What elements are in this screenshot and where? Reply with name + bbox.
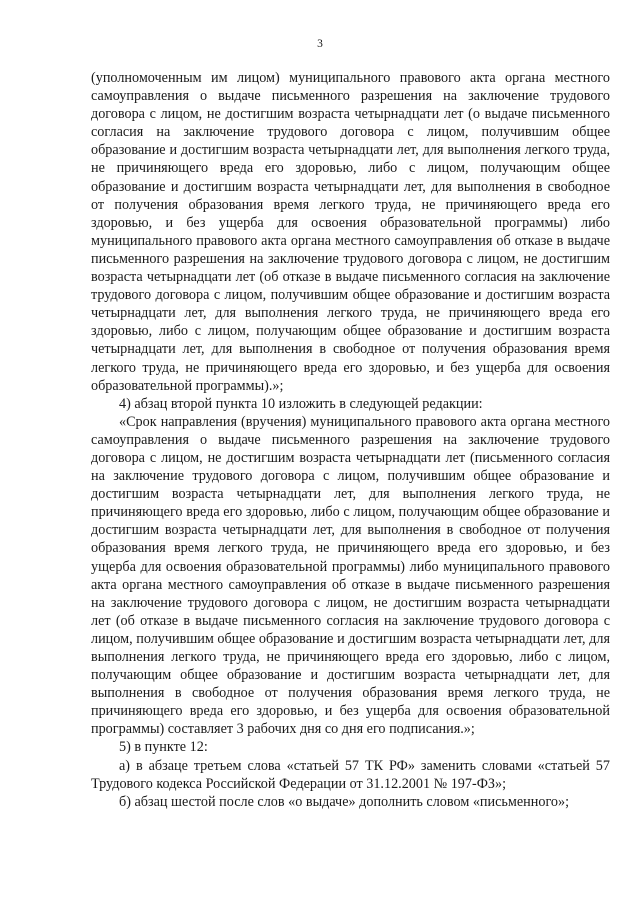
paragraph-item-5: 5) в пункте 12: <box>119 739 208 756</box>
page-number: 3 <box>317 38 323 50</box>
paragraph-item-5a: а) в абзаце третьем слова «статьей 57 ТК РФ» заменить словами «статьей 57 Трудового кодекса Российской Федерации от 31.12.2001 № 197-ФЗ»; <box>91 757 610 792</box>
paragraph-item-5b: б) абзац шестой после слов «о выдаче» дополнить словом «письменного»; <box>119 793 570 810</box>
paragraph-item-4-text: «Срок направления (вручения) муниципального правового акта органа местного самоуправления о выдаче письменного разрешения на заключение трудового договора с лицом, не достигшим возраста четырнадцати лет (письменного согласия на заключение трудового договора с лицом, получившим общее образование и достигшим возраста четырнадцати лет, для выполнения легкого труда, не причиняющего вреда его здоровью, либо с лицом, получающим общее образование и достигшим возраста четырнадцати лет, для выполнения в свободное от получения образования время легкого труда, не причиняющего вреда его здоровью, и без ущерба для освоения образовательной программы) либо муниципального правового акта органа местного самоуправления об отказе в выдаче письменного разрешения на заключение трудового договора с лицом, не достигшим возраста четырнадцати лет (об отказе в выдаче письменного согласия на заключение трудового договора с лицом, получившим общее образование и достигшим возраста четырнадцати лет, для выполнения легкого труда, не причиняющего вреда его здоровью, либо с лицом, получающим общее образование и достигшим возраста четырнадцати лет, для выполнения в свободное от получения образования время легкого труда, не причиняющего вреда его здоровью, и без ущерба для освоения образовательной программы) составляет 3 рабочих дня со дня его подписания.»; <box>91 413 610 738</box>
document-body <box>91 69 610 811</box>
paragraph-continuation: (уполномоченным им лицом) муниципального правового акта органа местного самоуправления о выдаче письменного разрешения на заключение трудового договора с лицом, не достигшим возраста четырнадцати лет (о выдаче письменного согласия на заключение трудового договора с лицом, получившим общее образование и достигшим возраста четырнадцати лет, для выполнения легкого труда, не причиняющего вреда его здоровью, либо с лицом, получающим общее образование и достигшим возраста четырнадцати лет, для выполнения в свободное от получения образования время легкого труда, не причиняющего вреда его здоровью, и без ущерба для освоения образовательной программы) либо муниципального правового акта органа местного самоуправления об отказе в выдаче письменного разрешения на заключение трудового договора с лицом, не достигшим возраста четырнадцати лет (об отказе в выдаче письменного согласия на заключение трудового договора с лицом, получившим общее образование и достигшим возраста четырнадцати лет, для выполнения легкого труда, не причиняющего вреда его здоровью, либо с лицом, получающим общее образование и достигшим возраста четырнадцати лет, для выполнения в свободное от получения образования время легкого труда, не причиняющего вреда его здоровью, и без ущерба для освоения образовательной программы).»; <box>91 70 610 394</box>
paragraph-item-4: 4) абзац второй пункта 10 изложить в следующей редакции: <box>119 395 483 412</box>
